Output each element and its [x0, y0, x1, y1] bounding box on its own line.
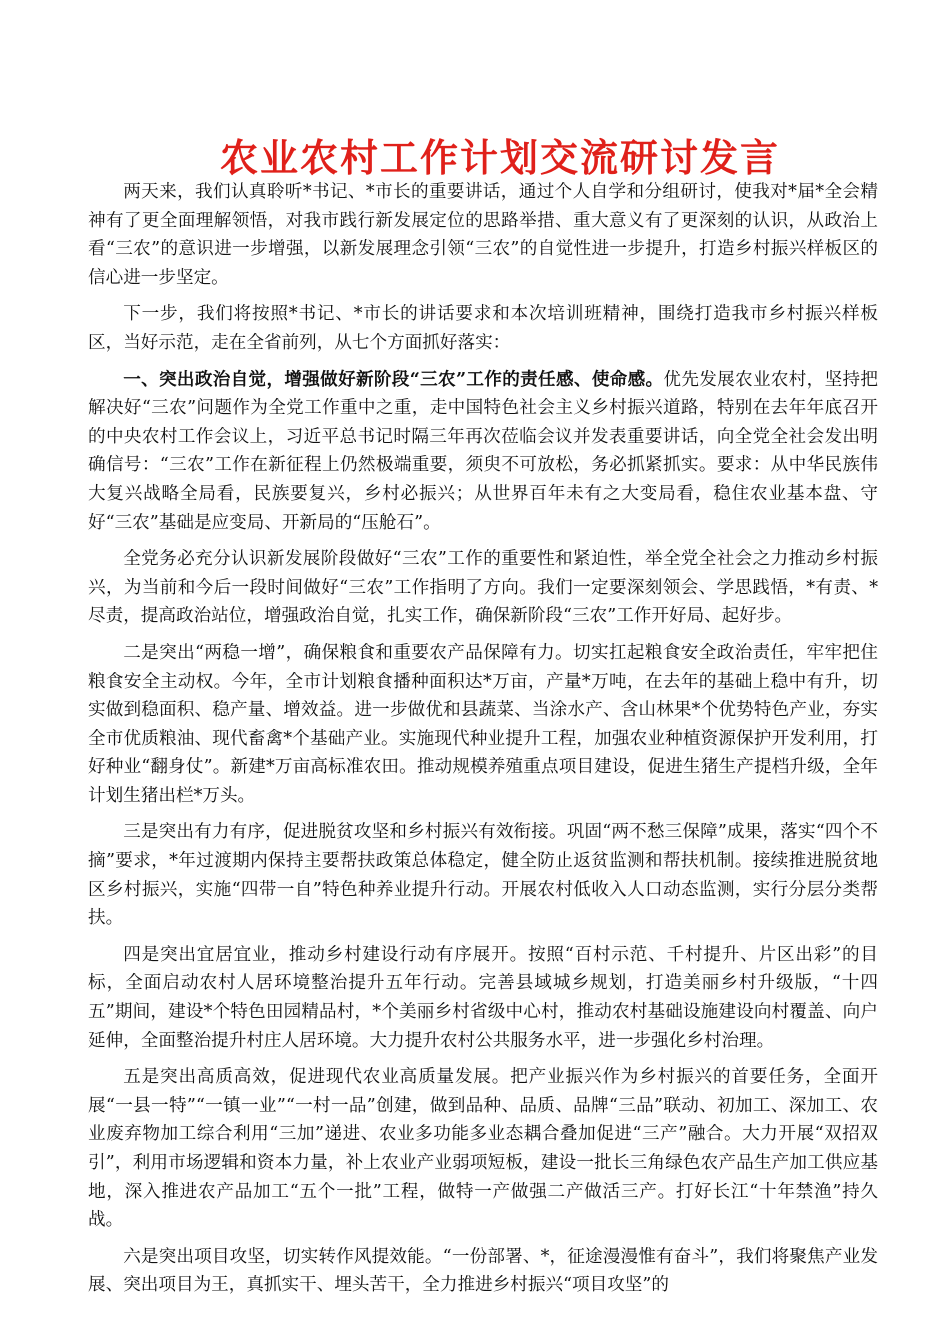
- paragraph-text: 五是突出高质高效，促进现代农业高质量发展。把产业振兴作为乡村振兴的首要任务，全面开展“一县一特”“一镇一业”“一村一品”创建，做到品种、品质、品牌“三品”联动、初加工、深加工、农业废弃物加工综合利用“三加”递进、农业多功能多业态耦合叠加促进“三产”融合。大力开展“双招双引”，利用市场逻辑和资本力量，补上农业产业弱项短板，建设一批长三角绿色农产品生产加工供应基地，深入推进农产品加工“五个一批”工程，做特一产做强二产做活三产。打好长江“十年禁渔”持久战。: [88, 1067, 878, 1231]
- paragraph-text: 优先发展农业农村，坚持把解决好“三农”问题作为全党工作重中之重，走中国特色社会主义乡村振兴道路，特别在去年年底召开的中央农村工作会议上，习近平总书记时隔三年再次莅临会议并发表重要讲话，向全党全社会发出明确信号：“三农”工作在新征程上仍然极端重要，须臾不可放松，务必抓紧抓实。要求：从中华民族伟大复兴战略全局看，民族要复兴，乡村必振兴；从世界百年未有之大变局看，稳住农业基本盘、守好“三农”基础是应变局、开新局的“压舱石”。: [88, 369, 878, 533]
- paragraph-point-6: [88, 1243, 878, 1300]
- paragraph-point-1-continued: [88, 545, 878, 631]
- document-body: [88, 178, 878, 1308]
- paragraph-point-3: [88, 818, 878, 932]
- document-title: 农业农村工作计划交流研讨发言: [219, 135, 780, 180]
- paragraph-text: 二是突出“两稳一增”，确保粮食和重要农产品保障有力。切实扛起粮食安全政治责任，牢牢把住粮食安全主动权。今年，全市计划粮食播种面积达*万亩，产量*万吨，在去年的基础上稳中有升，切实做到稳面积、稳产量、增效益。进一步做优和县蔬菜、当涂水产、含山林果*个优势特色产业，夯实全市优质粮油、现代畜禽*个基础产业。实施现代种业提升工程，加强农业种植资源保护开发利用，打好种业“翻身仗”。新建*万亩高标准农田。推动规模养殖重点项目建设，促进生猪生产提档升级，全年计划生猪出栏*万头。: [88, 642, 878, 806]
- paragraph-text: 下一步，我们将按照*书记、*市长的讲话要求和本次培训班精神，围绕打造我市乡村振兴样板区，当好示范，走在全省前列，从七个方面抓好落实：: [88, 304, 878, 353]
- paragraph-text: 六是突出项目攻坚，切实转作风提效能。“一份部署、*，征途漫漫惟有奋斗”，我们将聚焦产业发展、突出项目为王，真抓实干、埋头苦干，全力推进乡村振兴“项目攻坚”的: [88, 1246, 878, 1296]
- paragraph-point-5: [88, 1063, 878, 1235]
- paragraph-next-steps: [88, 300, 878, 357]
- paragraph-point-2: [88, 639, 878, 811]
- paragraph-point-1: [88, 366, 878, 538]
- paragraph-text: 四是突出宜居宜业，推动乡村建设行动有序展开。按照“百村示范、千村提升、片区出彩”的目标，全面启动农村人居环境整治提升五年行动。完善县域城乡规划，打造美丽乡村升级版，“十四五”期间，建设*个特色田园精品村，*个美丽乡村省级中心村，推动农村基础设施建设向村覆盖、向户延伸，全面整治提升村庄人居环境。大力提升农村公共服务水平，进一步强化乡村治理。: [88, 944, 878, 1051]
- paragraph-text: 全党务必充分认识新发展阶段做好“三农”工作的重要性和紧迫性，举全党全社会之力推动乡村振兴，为当前和今后一段时间做好“三农”工作指明了方向。我们一定要深刻领会、学思践悟，*有责、*尽责，提高政治站位，增强政治自觉，扎实工作，确保新阶段“三农”工作开好局、起好步。: [88, 549, 878, 627]
- paragraph-intro: [88, 178, 878, 292]
- paragraph-text: 两天来，我们认真聆听*书记、*市长的重要讲话，通过个人自学和分组研讨，使我对*届*全会精神有了更全面理解领悟，对我市践行新发展定位的思路举措、重大意义有了更深刻的认识，从政治上看“三农”的意识进一步增强，以新发展理念引领“三农”的自觉性进一步提升，打造乡村振兴样板区的信心进一步坚定。: [88, 182, 878, 288]
- paragraph-point-4: [88, 941, 878, 1055]
- paragraph-text: 三是突出有力有序，促进脱贫攻坚和乡村振兴有效衔接。巩固“两不愁三保障”成果，落实“四个不摘”要求，*年过渡期内保持主要帮扶政策总体稳定，健全防止返贫监测和帮扶机制。接续推进脱贫地区乡村振兴，实施“四带一自”特色种养业提升行动。开展农村低收入人口动态监测，实行分层分类帮扶。: [88, 822, 878, 929]
- paragraph-heading: 一、突出政治自觉，增强做好新阶段“三农”工作的责任感、使命感。: [123, 368, 664, 390]
